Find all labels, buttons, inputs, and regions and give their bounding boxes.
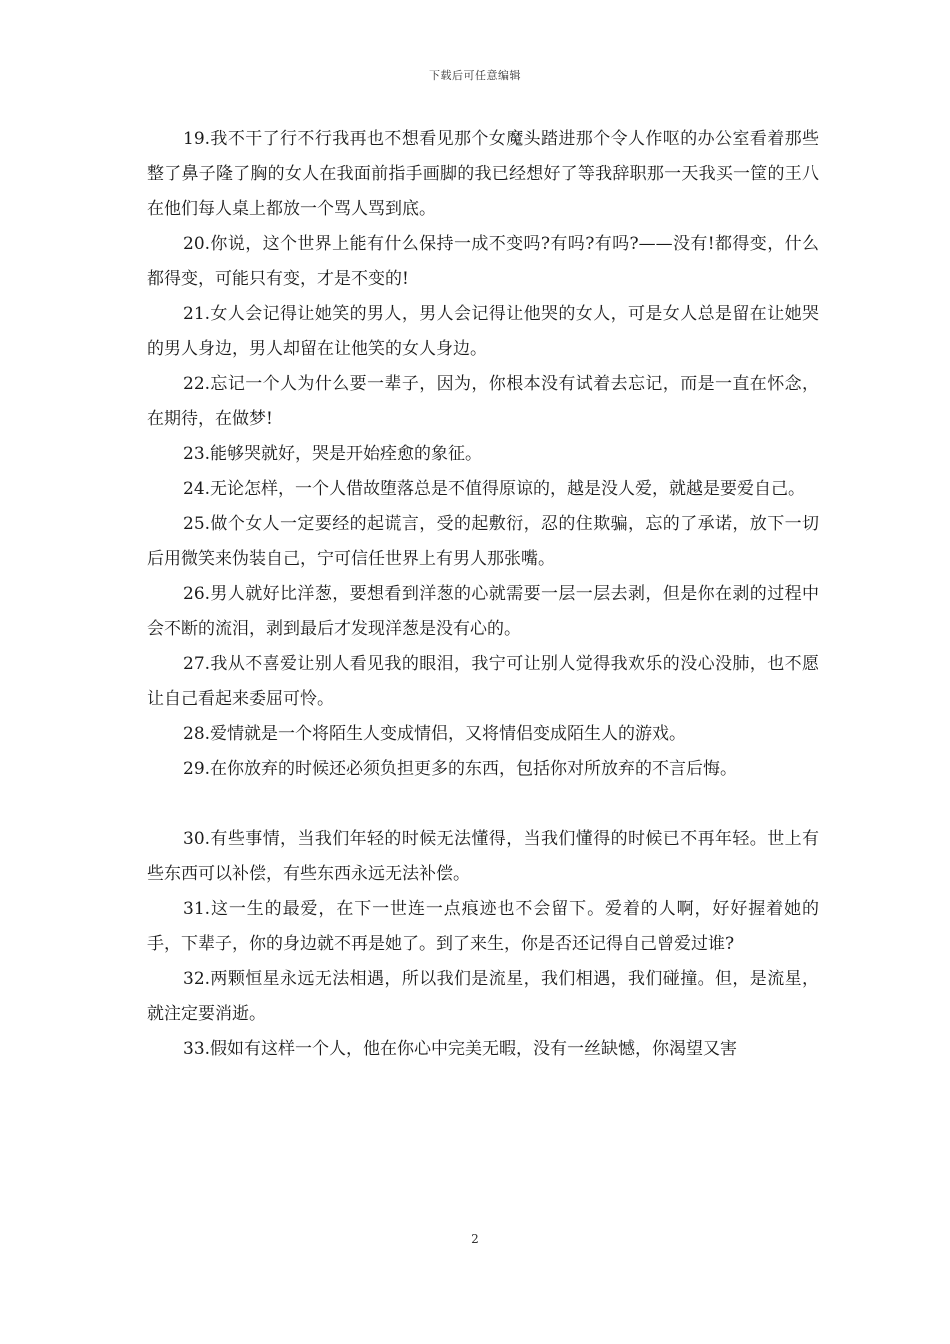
paragraph-24: 24.无论怎样，一个人借故堕落总是不值得原谅的，越是没人爱，就越是要爱自己。: [183, 479, 806, 499]
paragraph-29: 29.在你放弃的时候还必须负担更多的东西，包括你对所放弃的不言后悔。: [183, 759, 738, 779]
paragraph-28: 28.爱情就是一个将陌生人变成情侣，又将情侣变成陌生人的游戏。: [183, 724, 687, 744]
page-number: 2: [471, 1232, 479, 1246]
paragraph-25: 25.做个女人一定要经的起谎言，受的起敷衍，忍的住欺骗，忘的了承诺，放下一切后用微笑来伪装自己，宁可信任世界上有男人那张嘴。: [147, 514, 819, 569]
paragraph-19: 19.我不干了行不行我再也不想看见那个女魔头踏进那个令人作呕的办公室看着那些整了鼻子隆了胸的女人在我面前指手画脚的我已经想好了等我辞职那一天我买一筐的王八在他们每人桌上都放一个骂人骂到底。: [147, 129, 819, 219]
paragraph-33: 33.假如有这样一个人，他在你心中完美无暇，没有一丝缺憾，你渴望又害: [183, 1039, 738, 1059]
paragraph-30: 30.有些事情，当我们年轻的时候无法懂得，当我们懂得的时候已不再年轻。世上有些东西可以补偿，有些东西永远无法补偿。: [147, 829, 819, 884]
paragraph-32: 32.两颗恒星永远无法相遇，所以我们是流星，我们相遇，我们碰撞。但，是流星，就注定要消逝。: [147, 969, 819, 1024]
paragraph-21: 21.女人会记得让她笑的男人，男人会记得让他哭的女人，可是女人总是留在让她哭的男人身边，男人却留在让他笑的女人身边。: [147, 304, 819, 359]
paragraph-26: 26.男人就好比洋葱，要想看到洋葱的心就需要一层一层去剥，但是你在剥的过程中会不断的流泪，剥到最后才发现洋葱是没有心的。: [147, 584, 819, 639]
paragraph-27: 27.我从不喜爱让别人看见我的眼泪，我宁可让别人觉得我欢乐的没心没肺，也不愿让自己看起来委屈可怜。: [147, 654, 819, 709]
page-header: 下载后可任意编辑: [429, 69, 521, 82]
paragraph-23: 23.能够哭就好，哭是开始痊愈的象征。: [183, 444, 483, 464]
paragraph-20: 20.你说，这个世界上能有什么保持一成不变吗?有吗?有吗?——没有!都得变，什么都得变，可能只有变，才是不变的!: [147, 234, 819, 289]
paragraph-22: 22.忘记一个人为什么要一辈子，因为，你根本没有试着去忘记，而是一直在怀念，在期待，在做梦!: [147, 374, 819, 429]
paragraph-31: 31.这一生的最爱，在下一世连一点痕迹也不会留下。爱着的人啊，好好握着她的手，下辈子，你的身边就不再是她了。到了来生，你是否还记得自己曾爱过谁?: [147, 899, 819, 954]
document-body: [147, 122, 819, 1067]
